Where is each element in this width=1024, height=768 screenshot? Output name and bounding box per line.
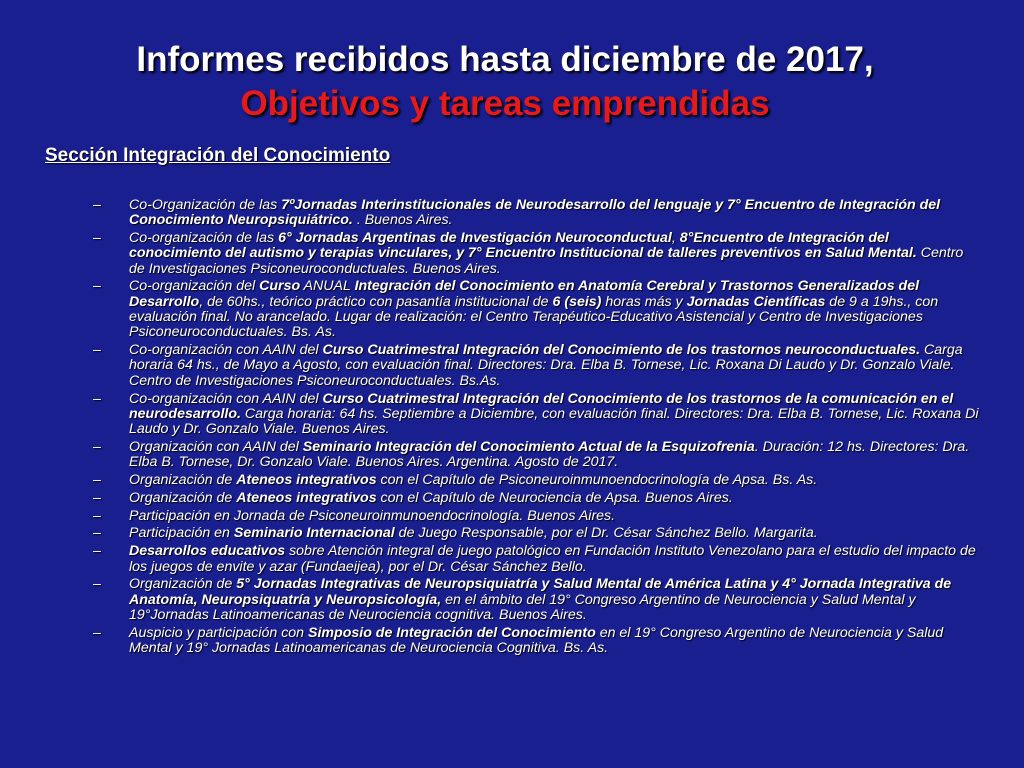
item-text-bold: 6 (seis) (552, 293, 602, 310)
bullet-dash: – (93, 278, 101, 295)
item-text: de 9 a 19hs., con evaluación final. No arancelado. Lugar de realización: el Centro Terapéutico-Educativo Asistencial y Centro de Investigaciones Psiconeuroconductuales. Bs. As. (129, 293, 939, 341)
item-text-bold: Seminario Internacional (233, 525, 395, 542)
list-item (93, 526, 983, 541)
item-text: con el Capítulo de Psiconeuroinmunoendocrinología de Apsa. Bs. As. (376, 472, 818, 489)
list-item (93, 279, 983, 340)
item-text-bold: Ateneos integrativos (236, 472, 377, 489)
bullet-dash: – (93, 472, 101, 489)
item-text: Participación en Jornada de Psiconeuroinmunoendocrinología. Buenos Aires. (129, 507, 616, 524)
item-text: Organización de (129, 489, 237, 506)
activity-list (93, 198, 983, 659)
bullet-dash: – (93, 230, 101, 247)
item-text: , (671, 230, 680, 247)
item-text: sobre Atención integral de juego patológico en Fundación Instituto Venezolano para el estudio del impacto de los juegos de envite y azar (Fundaeijea), por el Dr. César Sánchez Bello. (129, 543, 976, 575)
item-text: con el Capítulo de Neurociencia de Apsa. Buenos Aires. (376, 489, 733, 506)
section-heading: Sección Integración del Conocimiento (45, 145, 391, 166)
item-text-bold: 5° Jornadas Integrativas de Neuropsiquiatría y Salud Mental de América Latina y 4° Jornada Integrativa de Anatomía, Neuropsiquatría y Neuropsicología, (129, 576, 952, 608)
item-text: Carga horaria: 64 hs. Septiembre a Diciembre, con evaluación final. Directores: Dra. Elba B. Tornese, Lic. Roxana Di Laudo y Dr. Gonzalo Viale. Buenos Aires. (129, 405, 979, 438)
item-text-bold: 8°Encuentro de Integración del conocimiento del autismo y terapias vinculares, y 7° Encuentro Institucional de talleres preventivos en Salud Mental. (129, 230, 917, 262)
item-text: Co-organización con AAIN del (129, 342, 323, 359)
bullet-dash: – (93, 489, 101, 506)
item-text: Co-Organización de las (129, 197, 282, 213)
bullet-dash: – (93, 507, 101, 524)
item-text-bold: 7ºJornadas Interinstitucionales de Neurodesarrollo del lenguaje y 7° Encuentro de Integración del Conocimiento Neuropsiquiátrico. (129, 197, 941, 229)
item-text: . Duración: 12 hs. Directores: Dra. Elba B. Tornese, Dr. Gonzalo Viale. Buenos Aires. Argentina. Agosto de 2017. (129, 438, 970, 471)
bullet-dash: – (93, 390, 101, 407)
title-line-1: Informes recibidos hasta diciembre de 2017, (136, 40, 874, 79)
item-text: en el ámbito del 19° Congreso Argentino de Neurociencia y Salud Mental y 19°Jornadas Latinoamericanas de Neurociencia cognitiva. Buenos Aires. (129, 591, 916, 623)
item-text: . Buenos Aires. (352, 212, 453, 229)
item-text: Co-organización del (129, 278, 260, 295)
slide-title (0, 38, 1010, 126)
item-text-bold: Desarrollos educativos (129, 543, 286, 560)
item-text: de Juego Responsable, por el Dr. César Sánchez Bello. Margarita. (394, 525, 818, 542)
item-text-bold: Seminario Integración del Conocimiento Actual de la Esquizofrenia (302, 438, 755, 455)
list-item (93, 198, 983, 229)
item-text-bold: Integración del Conocimiento en Anatomía Cerebral y Trastornos Generalizados del Desarrollo (129, 278, 920, 310)
list-item (93, 392, 983, 438)
bullet-dash: – (93, 624, 101, 641)
item-text: Organización de (129, 576, 237, 593)
list-item (93, 491, 983, 506)
item-text-bold: 6° Jornadas Argentinas de Investigación Neuroconductual (278, 230, 672, 247)
item-text: , de 60hs., teórico práctico con pasantía institucional de (199, 293, 553, 310)
item-text: en el 19° Congreso Argentino de Neurociencia y Salud Mental y 19° Jornadas Latinoamericanas de Neurociencia Cognitiva. Bs. As. (129, 624, 944, 657)
bullet-dash: – (93, 342, 101, 359)
item-text: Carga horaria 64 hs., de Mayo a Agosto, con evaluación final. Directores: Dra. Elba B. Tornese, Lic. Roxana Di Laudo y Dr. Gonzalo Viale. Centro de Investigaciones Psiconeuroconductuales. Bs.As. (129, 342, 963, 389)
bullet-dash: – (93, 525, 101, 542)
list-item (93, 544, 983, 575)
item-text: horas más y (601, 293, 687, 310)
item-text: ANUAL (300, 278, 355, 295)
list-item (93, 626, 983, 657)
title-line-2: Objetivos y tareas emprendidas (240, 84, 770, 123)
item-text: Co-organización con AAIN del (129, 390, 323, 407)
item-text: Organización de (129, 472, 237, 489)
bullet-dash: – (93, 576, 101, 593)
bullet-dash: – (93, 543, 101, 560)
item-text-bold: Curso (259, 278, 301, 295)
item-text: Organización con AAIN del (129, 438, 303, 455)
item-text-bold: Curso Cuatrimestral Integración del Conocimiento de los trastornos de la comunicación en el neurodesarrollo. (129, 390, 954, 422)
bullet-dash: – (93, 438, 101, 455)
item-text-bold: Ateneos integrativos (236, 489, 377, 506)
list-item (93, 440, 983, 471)
list-item (93, 343, 983, 389)
list-item (93, 509, 983, 524)
list-item (93, 231, 983, 277)
item-text: Auspicio y participación con (129, 624, 309, 641)
item-text: Participación en (129, 525, 234, 542)
item-text: Centro de Investigaciones Psiconeuroconductuales. Buenos Aires. (129, 245, 964, 277)
item-text: Co-organización de las (129, 230, 279, 247)
list-item (93, 473, 983, 488)
item-text-bold: Curso Cuatrimestral Integración del Conocimiento de los trastornos neuroconductuales. (322, 342, 921, 359)
bullet-dash: – (93, 197, 101, 213)
item-text-bold: Simposio de Integración del Conocimiento (308, 624, 596, 641)
list-item (93, 577, 983, 623)
item-text-bold: Jornadas Científicas (686, 293, 826, 310)
